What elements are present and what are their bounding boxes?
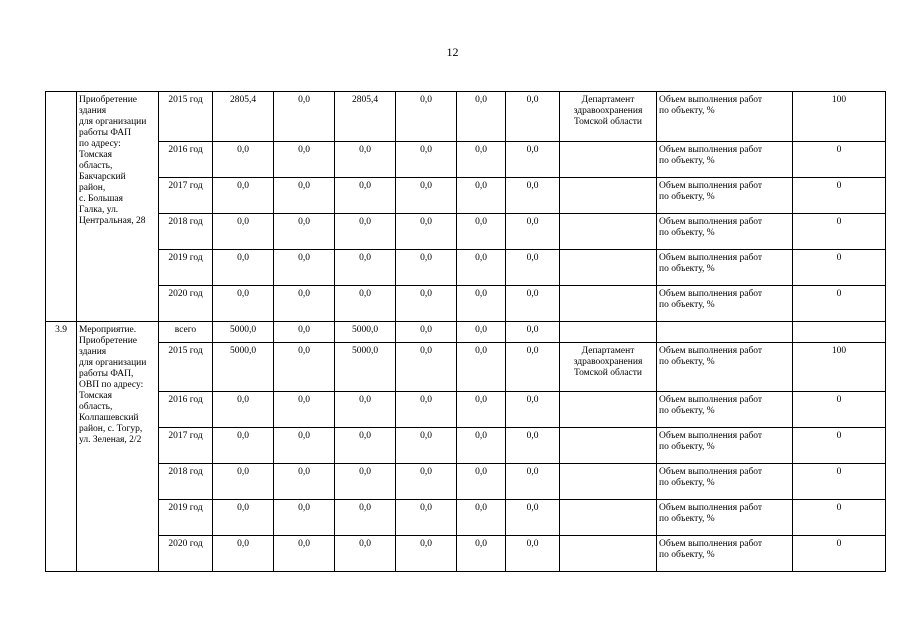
program-table <box>45 91 886 572</box>
section-name-line: Томская <box>79 150 112 160</box>
year-cell: 2017 год <box>159 178 213 214</box>
indicator-value: 0 <box>793 178 886 214</box>
amount-cell: 0,0 <box>396 343 457 392</box>
amount-cell: 0,0 <box>506 286 560 322</box>
indicator-line: Объем выполнения работ <box>659 95 763 105</box>
amount-cell: 0,0 <box>506 214 560 250</box>
indicator-cell <box>657 428 793 464</box>
indicator-line: Объем выполнения работ <box>659 346 763 356</box>
table-row <box>46 343 886 392</box>
year-cell: 2020 год <box>159 286 213 322</box>
amount-cell: 5000,0 <box>213 322 274 343</box>
amount-cell: 0,0 <box>457 178 506 214</box>
table-row <box>46 464 886 500</box>
amount-cell: 0,0 <box>274 500 335 536</box>
indicator-line: Объем выполнения работ <box>659 181 763 191</box>
amount-cell: 5000,0 <box>213 343 274 392</box>
amount-cell: 0,0 <box>335 250 396 286</box>
department-line: Департамент <box>581 95 635 105</box>
amount-cell: 0,0 <box>335 178 396 214</box>
indicator-line: по объекту, % <box>659 406 715 416</box>
section-name-line: ул. Зеленая, 2/2 <box>79 435 142 445</box>
section-name-line: Томская <box>79 391 112 401</box>
amount-cell: 0,0 <box>213 536 274 572</box>
indicator-line: по объекту, % <box>659 550 715 560</box>
department-cell <box>560 178 657 214</box>
table-body <box>46 92 886 572</box>
department-cell <box>560 428 657 464</box>
amount-cell: 0,0 <box>274 142 335 178</box>
amount-cell: 5000,0 <box>335 343 396 392</box>
section-number <box>46 92 77 322</box>
year-cell: 2018 год <box>159 214 213 250</box>
amount-cell: 0,0 <box>457 286 506 322</box>
amount-cell: 0,0 <box>457 322 506 343</box>
indicator-cell <box>657 322 793 343</box>
indicator-line: Объем выполнения работ <box>659 289 763 299</box>
indicator-value: 100 <box>793 343 886 392</box>
year-cell: 2017 год <box>159 428 213 464</box>
department-cell <box>560 142 657 178</box>
indicator-value: 0 <box>793 428 886 464</box>
section-name <box>77 92 159 322</box>
amount-cell: 0,0 <box>274 464 335 500</box>
amount-cell: 0,0 <box>213 214 274 250</box>
indicator-value: 0 <box>793 536 886 572</box>
section-name <box>77 322 159 572</box>
amount-cell: 0,0 <box>396 392 457 428</box>
amount-cell: 0,0 <box>457 214 506 250</box>
amount-cell: 0,0 <box>396 500 457 536</box>
amount-cell: 0,0 <box>457 343 506 392</box>
year-cell: 2019 год <box>159 500 213 536</box>
indicator-cell <box>657 286 793 322</box>
indicator-line: по объекту, % <box>659 357 715 367</box>
indicator-line: Объем выполнения работ <box>659 503 763 513</box>
amount-cell: 0,0 <box>213 250 274 286</box>
section-name-line: район, <box>79 183 106 193</box>
year-cell: 2015 год <box>159 92 213 142</box>
department-cell <box>560 536 657 572</box>
amount-cell: 0,0 <box>396 286 457 322</box>
department-cell <box>560 392 657 428</box>
department-cell <box>560 322 657 343</box>
department-cell <box>560 286 657 322</box>
amount-cell: 0,0 <box>457 464 506 500</box>
amount-cell: 0,0 <box>274 286 335 322</box>
amount-cell: 0,0 <box>274 92 335 142</box>
indicator-cell <box>657 178 793 214</box>
indicator-value: 0 <box>793 250 886 286</box>
amount-cell: 0,0 <box>213 500 274 536</box>
amount-cell: 0,0 <box>506 322 560 343</box>
department-cell <box>560 464 657 500</box>
amount-cell: 0,0 <box>457 536 506 572</box>
indicator-value <box>793 322 886 343</box>
section-name-line: для организации <box>79 117 147 127</box>
amount-cell: 0,0 <box>335 428 396 464</box>
amount-cell: 0,0 <box>274 214 335 250</box>
section-name-line: район, с. Тогур, <box>79 424 143 434</box>
amount-cell: 0,0 <box>506 536 560 572</box>
amount-cell: 0,0 <box>457 92 506 142</box>
section-name-line: Колпашевский <box>79 413 139 423</box>
amount-cell: 0,0 <box>274 322 335 343</box>
amount-cell: 0,0 <box>396 178 457 214</box>
year-cell: всего <box>159 322 213 343</box>
amount-cell: 0,0 <box>457 428 506 464</box>
indicator-line: Объем выполнения работ <box>659 539 763 549</box>
amount-cell: 0,0 <box>396 92 457 142</box>
indicator-cell <box>657 214 793 250</box>
department-cell <box>560 92 657 142</box>
department-cell <box>560 250 657 286</box>
indicator-line: по объекту, % <box>659 478 715 488</box>
indicator-value: 0 <box>793 500 886 536</box>
amount-cell: 0,0 <box>457 392 506 428</box>
section-name-line: ОВП по адресу: <box>79 380 144 390</box>
indicator-line: по объекту, % <box>659 442 715 452</box>
department-line: Томской области <box>574 368 642 378</box>
amount-cell: 0,0 <box>335 214 396 250</box>
year-cell: 2018 год <box>159 464 213 500</box>
amount-cell: 0,0 <box>506 178 560 214</box>
amount-cell: 0,0 <box>213 142 274 178</box>
amount-cell: 0,0 <box>506 464 560 500</box>
indicator-value: 0 <box>793 142 886 178</box>
indicator-line: Объем выполнения работ <box>659 395 763 405</box>
amount-cell: 0,0 <box>396 322 457 343</box>
table-row <box>46 178 886 214</box>
amount-cell: 0,0 <box>396 214 457 250</box>
amount-cell: 0,0 <box>213 428 274 464</box>
department-line: здравоохранения <box>573 357 643 367</box>
indicator-cell <box>657 536 793 572</box>
indicator-cell <box>657 464 793 500</box>
amount-cell: 0,0 <box>396 464 457 500</box>
amount-cell: 0,0 <box>213 286 274 322</box>
section-name-line: по адресу: <box>79 139 121 149</box>
amount-cell: 0,0 <box>335 392 396 428</box>
amount-cell: 0,0 <box>506 428 560 464</box>
amount-cell: 0,0 <box>506 343 560 392</box>
amount-cell: 0,0 <box>396 250 457 286</box>
amount-cell: 0,0 <box>396 428 457 464</box>
amount-cell: 0,0 <box>213 178 274 214</box>
indicator-line: по объекту, % <box>659 300 715 310</box>
table-row <box>46 142 886 178</box>
amount-cell: 0,0 <box>213 464 274 500</box>
amount-cell: 0,0 <box>274 428 335 464</box>
department-cell <box>560 343 657 392</box>
department-cell <box>560 500 657 536</box>
amount-cell: 0,0 <box>274 392 335 428</box>
amount-cell: 2805,4 <box>213 92 274 142</box>
indicator-cell <box>657 343 793 392</box>
section-name-line: здания <box>79 347 107 357</box>
section-name-line: здания <box>79 106 107 116</box>
indicator-cell <box>657 92 793 142</box>
indicator-cell <box>657 500 793 536</box>
section-name-line: с. Большая <box>79 194 124 204</box>
indicator-line: по объекту, % <box>659 156 715 166</box>
amount-cell: 0,0 <box>274 536 335 572</box>
amount-cell: 0,0 <box>335 142 396 178</box>
indicator-line: по объекту, % <box>659 264 715 274</box>
department-cell <box>560 214 657 250</box>
amount-cell: 0,0 <box>506 250 560 286</box>
indicator-line: Объем выполнения работ <box>659 467 763 477</box>
section-name-line: Галка, ул. <box>79 205 119 215</box>
amount-cell: 0,0 <box>274 343 335 392</box>
year-cell: 2016 год <box>159 392 213 428</box>
indicator-line: по объекту, % <box>659 106 715 116</box>
department-line: здравоохранения <box>573 106 643 116</box>
section-name-line: Центральная, 28 <box>79 216 146 226</box>
section-name-line: работы ФАП <box>79 128 131 138</box>
indicator-cell <box>657 250 793 286</box>
indicator-value: 0 <box>793 392 886 428</box>
indicator-line: Объем выполнения работ <box>659 217 763 227</box>
section-number: 3.9 <box>46 322 77 572</box>
year-cell: 2016 год <box>159 142 213 178</box>
page-number: 12 <box>446 45 459 59</box>
indicator-line: по объекту, % <box>659 192 715 202</box>
amount-cell: 0,0 <box>506 92 560 142</box>
table-row <box>46 392 886 428</box>
amount-cell: 0,0 <box>213 392 274 428</box>
department-line: Томской области <box>574 117 642 127</box>
section-name-line: Приобретение <box>79 336 137 346</box>
amount-cell: 0,0 <box>396 142 457 178</box>
amount-cell: 2805,4 <box>335 92 396 142</box>
table-row <box>46 536 886 572</box>
amount-cell: 5000,0 <box>335 322 396 343</box>
table-row <box>46 428 886 464</box>
indicator-value: 0 <box>793 464 886 500</box>
indicator-value: 0 <box>793 214 886 250</box>
amount-cell: 0,0 <box>335 464 396 500</box>
indicator-line: по объекту, % <box>659 228 715 238</box>
section-name-line: Мероприятие. <box>79 325 137 335</box>
table-row <box>46 214 886 250</box>
amount-cell: 0,0 <box>506 142 560 178</box>
section-name-line: работы ФАП, <box>79 369 134 379</box>
amount-cell: 0,0 <box>457 500 506 536</box>
section-name-line: Приобретение <box>79 95 137 105</box>
indicator-line: по объекту, % <box>659 514 715 524</box>
amount-cell: 0,0 <box>335 536 396 572</box>
section-name-line: область, <box>79 161 113 171</box>
table-row <box>46 286 886 322</box>
indicator-line: Объем выполнения работ <box>659 145 763 155</box>
amount-cell: 0,0 <box>335 500 396 536</box>
indicator-line: Объем выполнения работ <box>659 253 763 263</box>
indicator-value: 100 <box>793 92 886 142</box>
department-line: Департамент <box>581 346 635 356</box>
amount-cell: 0,0 <box>274 250 335 286</box>
amount-cell: 0,0 <box>396 536 457 572</box>
year-cell: 2019 год <box>159 250 213 286</box>
indicator-line: Объем выполнения работ <box>659 431 763 441</box>
section-name-line: для организации <box>79 358 147 368</box>
section-name-line: Бакчарский <box>79 172 126 182</box>
amount-cell: 0,0 <box>506 392 560 428</box>
amount-cell: 0,0 <box>457 250 506 286</box>
table-row <box>46 500 886 536</box>
indicator-value: 0 <box>793 286 886 322</box>
year-cell: 2015 год <box>159 343 213 392</box>
amount-cell: 0,0 <box>457 142 506 178</box>
indicator-cell <box>657 392 793 428</box>
indicator-cell <box>657 142 793 178</box>
amount-cell: 0,0 <box>274 178 335 214</box>
amount-cell: 0,0 <box>506 500 560 536</box>
section-name-line: область, <box>79 402 113 412</box>
year-cell: 2020 год <box>159 536 213 572</box>
table-row <box>46 322 886 343</box>
table-row <box>46 250 886 286</box>
amount-cell: 0,0 <box>335 286 396 322</box>
table-row <box>46 92 886 142</box>
